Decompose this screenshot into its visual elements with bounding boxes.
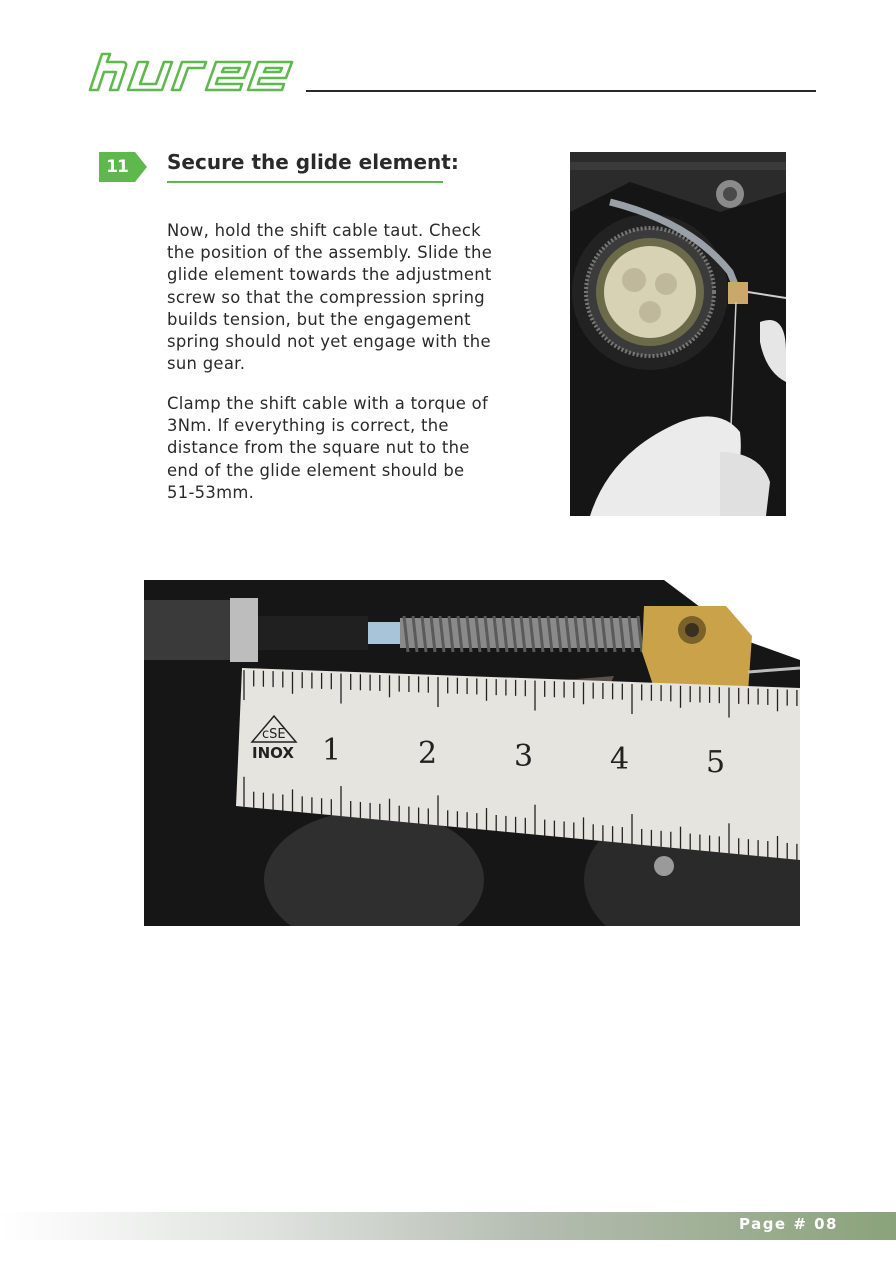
instruction-paragraph-1: Now, hold the shift cable taut. Check the position of the assembly. Slide the glide element towards the adjustment screw so that the compression spring builds tension, but the engagement spring should not yet engage with the sun gear. xyxy=(167,221,493,374)
hure-logo xyxy=(82,50,296,94)
page-number: Page # 08 xyxy=(738,1215,838,1233)
ruler-brand-mark-bottom: INOX xyxy=(252,744,294,762)
instruction-paragraph-2: Clamp the shift cable with a torque of 3Nm. If everything is correct, the distance from the square nut to the end of the glide element should be 51-53mm. xyxy=(167,394,489,502)
hub-assembly-photo xyxy=(570,152,786,516)
ruler-number: 5 xyxy=(706,745,726,780)
ruler-number: 1 xyxy=(322,733,342,768)
ruler-brand-mark-top: cSE xyxy=(262,727,286,742)
step-number: 11 xyxy=(106,157,128,177)
ruler-number: 4 xyxy=(610,742,630,777)
ruler-measurement-photo xyxy=(144,580,800,926)
title-underline xyxy=(167,181,443,183)
step-badge xyxy=(99,152,147,182)
step-title: Secure the glide element: xyxy=(167,150,459,174)
header-rule xyxy=(306,90,816,92)
ruler-number: 2 xyxy=(418,736,438,771)
ruler-number: 3 xyxy=(514,739,534,774)
